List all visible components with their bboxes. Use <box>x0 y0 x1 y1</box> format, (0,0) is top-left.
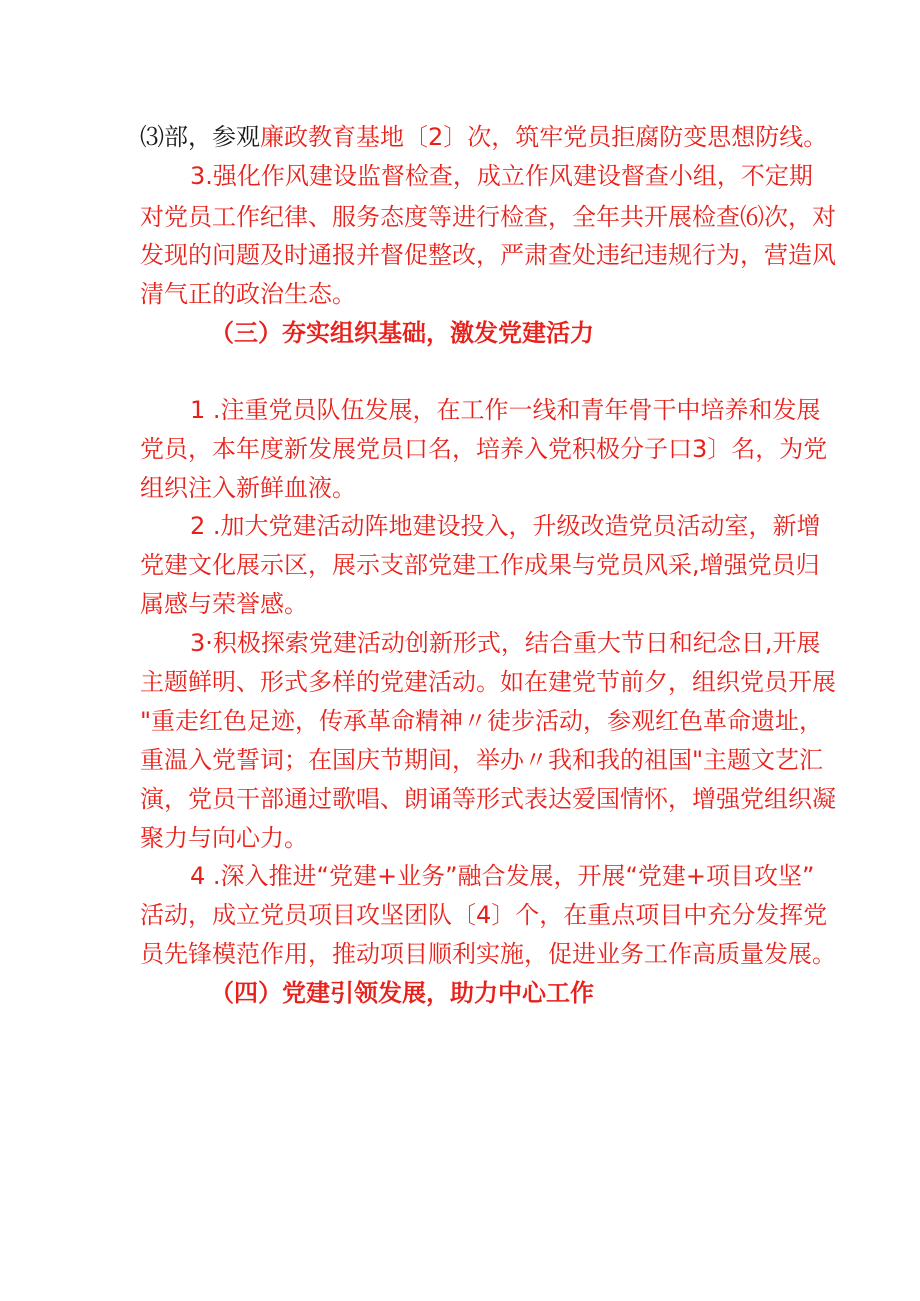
paragraph-line: 对党员工作纪律、服务态度等进行检查，全年共开展检查⑹次，对 <box>140 203 836 231</box>
paragraph-line: "重走红色足迹，传承革命精神〃徒步活动，参观红色革命遗址， <box>140 707 824 735</box>
paragraph-line: 3·积极探索党建活动创新形式，结合重大节日和纪念日,开展 <box>190 629 821 657</box>
paragraph-line: 党建文化展示区，展示支部党建工作成果与党员风采,增强党员归 <box>140 551 820 579</box>
paragraph-text-black: ⑶部，参观 <box>140 123 260 151</box>
section-heading: （三）夯实组织基础，激发党建活力 <box>210 319 594 347</box>
paragraph-text-red: 廉政教育基地〔2〕次，筑牢党员拒腐防变思想防线。 <box>260 123 828 151</box>
paragraph-line: 活动，成立党员项目攻坚团队〔4〕个，在重点项目中充分发挥党 <box>140 901 828 929</box>
paragraph-line: 重温入党誓词；在国庆节期间，举办〃我和我的祖国"主题文艺汇 <box>140 746 824 774</box>
paragraph-line: 聚力与向心力。 <box>140 824 308 852</box>
paragraph-line: 2 .加大党建活动阵地建设投入，升级改造党员活动室，新增 <box>190 512 821 540</box>
paragraph-line: 演，党员干部通过歌唱、朗诵等形式表达爱国情怀，增强党组织凝 <box>140 785 836 813</box>
paragraph-line: 4 .深入推进“党建+业务”融合发展，开展“党建+项目攻坚” <box>190 862 815 890</box>
paragraph-line: 清气正的政治生态。 <box>140 280 356 308</box>
paragraph-line: 属感与荣誉感。 <box>140 590 308 618</box>
paragraph-line: 员先锋模范作用，推动项目顺利实施，促进业务工作高质量发展。 <box>140 940 836 968</box>
paragraph-line <box>140 117 827 157</box>
paragraph-line: 主题鲜明、形式多样的党建活动。如在建党节前夕，组织党员开展 <box>140 668 836 696</box>
section-heading: （四）党建引领发展，助力中心工作 <box>210 979 594 1007</box>
paragraph-line: 发现的问题及时通报并督促整改，严肃查处违纪违规行为，营造风 <box>140 241 836 269</box>
paragraph-line: 1 .注重党员队伍发展，在工作一线和青年骨干中培养和发展 <box>190 396 821 424</box>
paragraph-line: 组织注入新鲜血液。 <box>140 474 356 502</box>
paragraph-line: 3.强化作风建设监督检查，成立作风建设督查小组，不定期 <box>190 162 813 190</box>
paragraph-line: 党员，本年度新发展党员口名，培养入党积极分子口3〕名，为党 <box>140 435 828 463</box>
